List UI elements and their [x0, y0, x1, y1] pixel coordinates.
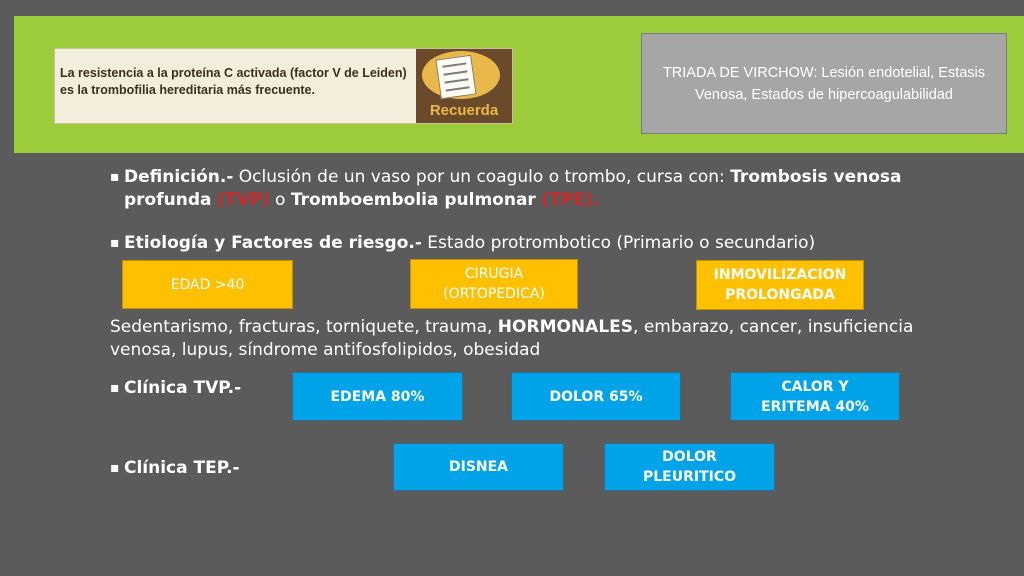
- dvt-sign-heat-erythema: CALOR Y ERITEMA 40%: [730, 372, 900, 421]
- document-icon: [435, 55, 476, 100]
- dvt-sign-pain: DOLOR 65%: [511, 372, 681, 421]
- etiology-bullet: [110, 232, 990, 255]
- definition-bullet: [110, 166, 990, 212]
- risk-factor-list-end: , embarazo, cancer, insuficiencia venosa, lupus, síndrome antifosfolipidos, obesidad: [110, 317, 914, 360]
- clinical-pe-heading: Clínica TEP.-: [124, 458, 240, 478]
- risk-factor-hormonal: HORMONALES: [497, 317, 634, 337]
- etiology-heading: Etiología y Factores de riesgo.-: [124, 233, 422, 253]
- recuerda-badge: [416, 49, 512, 123]
- definition-term-dvt: Trombosis venosa profunda: [124, 167, 902, 210]
- definition-text: Oclusión de un vaso por un coagulo o trombo, cursa con:: [233, 167, 731, 187]
- clinical-dvt-bullet: [110, 377, 241, 400]
- definition-connector: o: [269, 190, 291, 210]
- virchow-triad-text: TRIADA DE VIRCHOW: Lesión endotelial, Estasis Venosa, Estados de hipercoagulabilidad: [662, 64, 986, 103]
- definition-heading: Definición.-: [124, 167, 234, 187]
- pe-sign-pleuritic-pain: DOLOR PLEURITICO: [604, 443, 775, 491]
- risk-tag-immobilization: INMOVILIZACION PROLONGADA: [696, 260, 864, 310]
- clinical-dvt-heading: Clínica TVP.-: [124, 378, 242, 398]
- definition-abbr-dvt: (TVP): [216, 190, 270, 210]
- recuerda-note-card: [54, 48, 513, 124]
- risk-factor-list-start: Sedentarismo, fracturas, torniquete, trauma,: [110, 317, 498, 337]
- dvt-sign-edema: EDEMA 80%: [292, 372, 463, 421]
- bullet-marker: ▪: [110, 460, 120, 476]
- recuerda-badge-label: Recuerda: [429, 102, 499, 119]
- risk-tag-surgery: CIRUGIA (ORTOPEDICA): [410, 259, 578, 309]
- etiology-text: Estado protrombotico (Primario o secundario): [421, 233, 816, 253]
- recuerda-note-text: La resistencia a la proteína C activada (factor V de Leiden) es la trombofilia hereditaria más frecuente.: [60, 66, 407, 97]
- clinical-pe-bullet: [110, 457, 240, 480]
- bullet-marker: ▪: [110, 380, 120, 396]
- risk-factor-list: [110, 316, 930, 362]
- bullet-marker: ▪: [110, 235, 120, 251]
- virchow-triad-box: [641, 33, 1007, 134]
- definition-abbr-pe: (TPE).: [541, 190, 599, 210]
- definition-term-pe: Tromboembolia pulmonar: [290, 190, 536, 210]
- risk-tag-age: EDAD >40: [122, 260, 293, 309]
- pe-sign-dyspnea: DISNEA: [393, 443, 564, 491]
- bullet-marker: ▪: [110, 169, 120, 185]
